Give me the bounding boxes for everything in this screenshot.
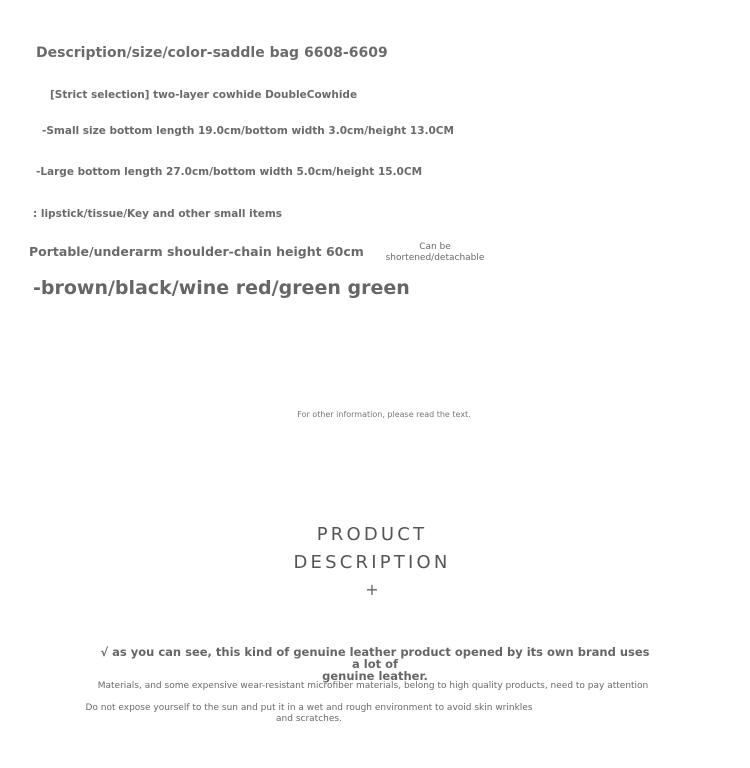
title-line-1: PRODUCT	[316, 524, 428, 545]
product-description-title	[250, 521, 494, 577]
strap-note-line2: shortened/detachable	[385, 253, 485, 263]
paragraph-1-line-1: √ as you can see, this kind of genuine leather product opened by its own brand uses a lot of	[100, 645, 650, 671]
paragraph-3-line-2: and scratches.	[276, 714, 342, 724]
strap-line: Portable/underarm shoulder-chain height 60cm	[29, 244, 364, 259]
colors-line: -brown/black/wine red/green green	[33, 277, 410, 299]
description-paragraph-2: Materials, and some expensive wear-resistant microfiber materials, belong to high quality products, need to pay attention	[97, 681, 649, 691]
strap-note-line1: Can be	[419, 242, 451, 252]
plus-icon: +	[365, 580, 379, 599]
paragraph-1-line-2: genuine leather.	[322, 669, 428, 683]
description-paragraph-1	[95, 646, 655, 682]
paragraph-3-line-1: Do not expose yourself to the sun and put it in a wet and rough environment to avoid skin wrinkles	[85, 703, 533, 713]
capacity-line: : lipstick/tissue/Key and other small items	[33, 208, 283, 220]
small-size-line: -Small size bottom length 19.0cm/bottom width 3.0cm/height 13.0CM	[42, 125, 454, 137]
title-line-2: DESCRIPTION	[293, 552, 451, 573]
large-size-line: -Large bottom length 27.0cm/bottom width 5.0cm/height 15.0CM	[36, 166, 423, 178]
material-line: [Strict selection] two-layer cowhide DoubleCowhide	[50, 89, 358, 101]
strap-note	[380, 242, 490, 264]
other-info-note: For other information, please read the text.	[297, 410, 471, 419]
description-paragraph-3	[80, 703, 538, 725]
product-heading: Description/size/color-saddle bag 6608-6609	[36, 45, 388, 61]
